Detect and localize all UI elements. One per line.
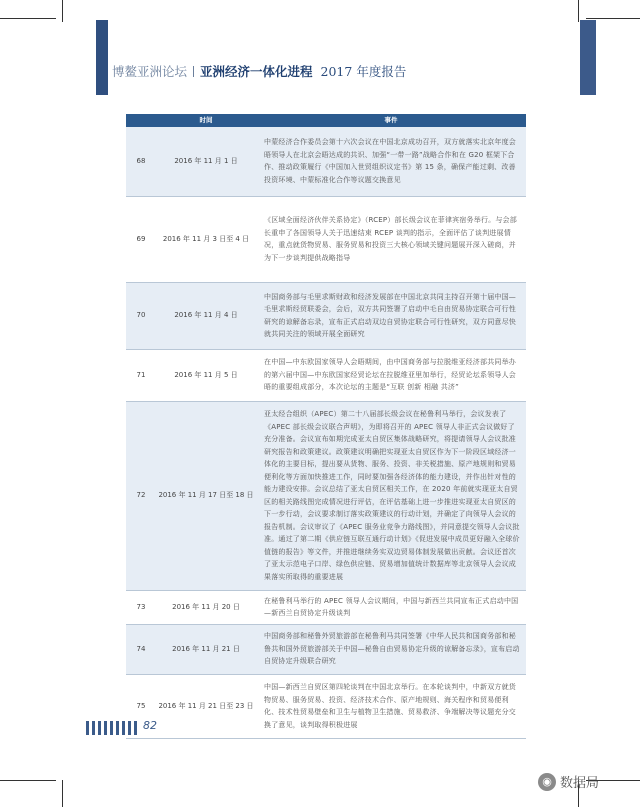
crop-mark	[62, 780, 63, 807]
footer-bar	[128, 721, 131, 735]
col-time-header: 时间	[156, 114, 256, 127]
row-index: 70	[126, 282, 156, 349]
row-date: 2016 年 11 月 4 日	[156, 282, 256, 349]
footer-bar	[122, 721, 125, 735]
crop-mark	[586, 18, 640, 19]
row-event: 中国商务部和秘鲁外贸旅游部在秘鲁利马共同签署《中华人民共和国商务部和秘鲁共和国外贸旅游部关于中国—秘鲁自由贸易协定升级的谅解备忘录》，宣布启动自贸协定升级联合研究	[256, 624, 526, 674]
table-row	[126, 349, 526, 401]
table-row	[126, 401, 526, 590]
crop-mark	[0, 18, 56, 19]
table-row	[126, 590, 526, 624]
running-header	[112, 62, 406, 80]
row-event: 在中国—中东欧国家领导人会晤期间，由中国商务部与拉脱维亚经济部共同举办的第六届中国—中东欧国家经贸论坛在拉脱维亚里加举行，经贸论坛系领导人会晤的重要组成部分，本次论坛的主题是“互联 创新 相融 共济”	[256, 349, 526, 401]
crop-mark	[0, 780, 56, 781]
row-date: 2016 年 11 月 17 日至 18 日	[156, 401, 256, 590]
forum-name: 博鳌亚洲论坛	[112, 64, 188, 79]
footer-bar	[98, 721, 101, 735]
table-row	[126, 674, 526, 738]
row-date: 2016 年 11 月 21 日	[156, 624, 256, 674]
row-date: 2016 年 11 月 20 日	[156, 590, 256, 624]
wechat-icon: ◉	[538, 773, 556, 791]
events-table	[126, 114, 526, 739]
row-index: 75	[126, 674, 156, 738]
row-date: 2016 年 11 月 1 日	[156, 127, 256, 196]
footer-bar	[110, 721, 113, 735]
report-title: 亚洲经济一体化进程	[200, 64, 313, 79]
row-event: 《区域全面经济伙伴关系协定》（RCEP）部长级会议在菲律宾宿务举行。与会部长重申了各国领导人关于迅速结束 RCEP 谈判的指示，全面评估了谈判进展情况，重点就货物贸易、服务贸易和投资三大核心领域关键问题展开深入磋商，并为下一步谈判提供战略指导	[256, 196, 526, 282]
row-index: 74	[126, 624, 156, 674]
row-date: 2016 年 11 月 5 日	[156, 349, 256, 401]
row-index: 71	[126, 349, 156, 401]
header-band-right	[580, 20, 596, 95]
report-year: 2017 年度报告	[320, 64, 407, 79]
table-row	[126, 624, 526, 674]
row-event: 中国商务部与毛里求斯财政和经济发展部在中国北京共同主持召开第十届中国—毛里求斯经贸联委会，会后，双方共同签署了启动中毛自由贸易协定联合可行性研究的谅解备忘录，宣布正式启动双边自贸协定联合可行性研究，双方同意尽快就共同关注的领域开展全面研究	[256, 282, 526, 349]
footer-bar	[92, 721, 95, 735]
row-event: 中国—新西兰自贸区第四轮谈判在中国北京举行。在本轮谈判中，中新双方就货物贸易、服务贸易、投资、经济技术合作、原产地规则、海关程序和贸易便利化、技术性贸易壁垒和卫生与植物卫生措施、贸易救济、争端解决等议题充分交换了意见，谈判取得积极进展	[256, 674, 526, 738]
footer-bar	[116, 721, 119, 735]
events-table-wrap	[126, 114, 526, 739]
header-divider	[193, 66, 194, 77]
col-index-header	[126, 114, 156, 127]
col-event-header: 事件	[256, 114, 526, 127]
footer-bar	[104, 721, 107, 735]
row-index: 69	[126, 196, 156, 282]
row-date: 2016 年 11 月 3 日至 4 日	[156, 196, 256, 282]
row-index: 72	[126, 401, 156, 590]
row-date: 2016 年 11 月 21 日至 23 日	[156, 674, 256, 738]
watermark-text: 数据局	[560, 776, 600, 791]
row-event: 在秘鲁利马举行的 APEC 领导人会议期间，中国与新西兰共同宣布正式启动中国—新西兰自贸协定升级谈判	[256, 590, 526, 624]
footer-bar	[86, 721, 89, 735]
row-index: 73	[126, 590, 156, 624]
page-number: 82	[143, 719, 157, 732]
header-band-left	[96, 20, 108, 95]
row-event: 中蒙经济合作委员会第十六次会议在中国北京成功召开，双方就落实北京年度会晤领导人在北京会晤达成的共识、加强“一带一路”战略合作和在 G20 框架下合作、推动政策履行《中国加入世贸组织议定书》第 15 条，确保产能过剩、改善投资环境、中蒙标准化合作等议题交换意见	[256, 127, 526, 196]
crop-mark	[578, 0, 579, 22]
row-index: 68	[126, 127, 156, 196]
table-row	[126, 282, 526, 349]
row-event: 亚太经合组织（APEC）第二十八届部长级会议在秘鲁利马举行，会议发表了《APEC 部长级会议联合声明》，为即将召开的 APEC 领导人非正式会议做好了充分准备。会议宣布如期完成亚太自贸区集体战略研究，将提请领导人会议批准研究报告和政策建议。政策建议明确把实现亚太自贸区作为下一阶段区域经济一体化的主要目标，提出要从货物、服务、投资、非关税措施、原产地规则和贸易便利化等方面加快推进工作，同时要加强各经济体的能力建设，并作出针对性的能力建设安排。会议总结了亚太自贸区相关工作，在 2020 年前就实现亚太自贸区的相关路线图完成情况进行评估，在评估基础上进一步推进实现亚太自贸区的下一步行动，会议要求制订落实政策建议的行动计划，并确定了向领导人会议的报告机制。会议审议了《APEC 服务业竞争力路线图》，并同意提交领导人会议批准。通过了第二期《供应链互联互通行动计划》《促进发展中成员更好融入全球价值链的报告》等文件，并推进继续务实双边贸易体制发展做出贡献。会议还首次了亚太示范电子口岸、绿色供应链、贸易增加值统计数据库等北京领导人会议成果落实所取得的重要进展	[256, 401, 526, 590]
table-header-row	[126, 114, 526, 127]
table-row	[126, 196, 526, 282]
watermark	[538, 772, 599, 791]
table-row	[126, 127, 526, 196]
footer-bar	[134, 721, 137, 735]
crop-mark	[62, 0, 63, 22]
